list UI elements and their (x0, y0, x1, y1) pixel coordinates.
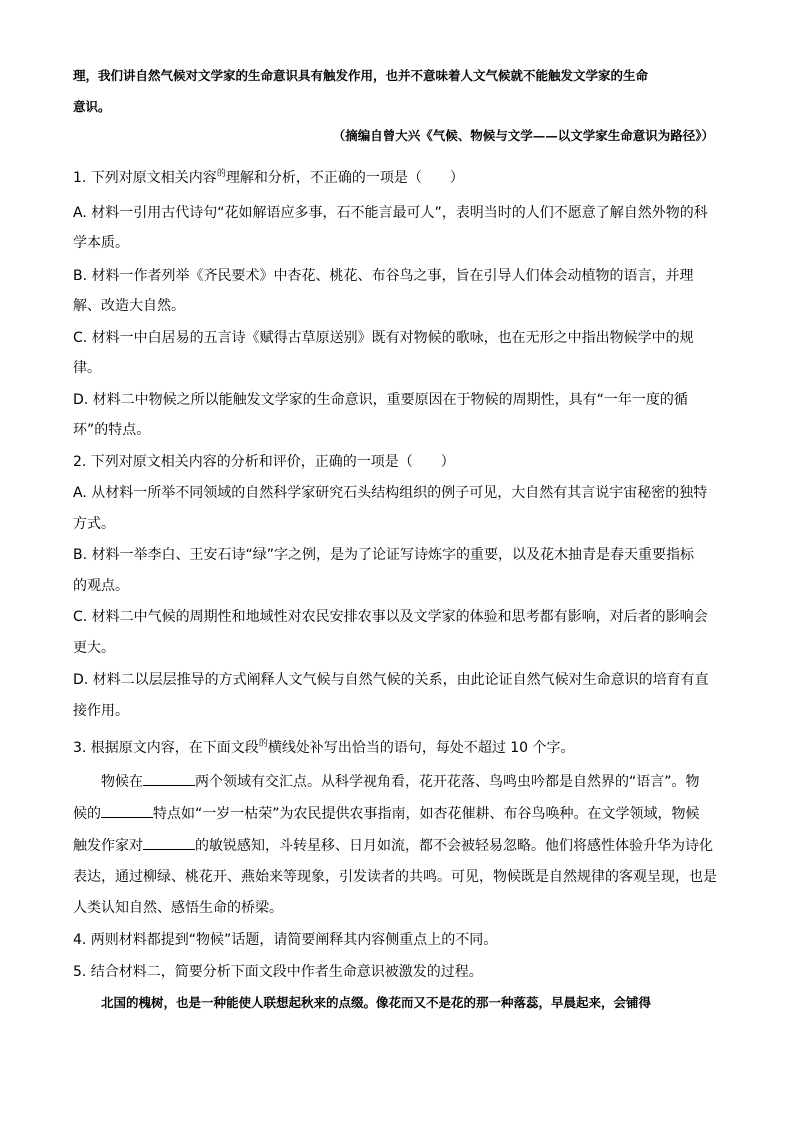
q1-option-d-cont: 环”的特点。 (73, 422, 151, 438)
q5-excerpt: 北国的槐树，也是一种能使人联想起秋来的点缀。像花而又不是花的那一种落蕊，早晨起来，会铺得 (101, 995, 652, 1010)
q1-option-a: A. 材料一引用古代诗句“花如解语应多事，石不能言最可人”，表明当时的人们不愿意了解自然外物的科 (73, 205, 708, 221)
q3-paragraph-line: 表达，通过柳绿、桃花开、燕始来等现象，引发读者的共鸣。可见，物候既是自然规律的客观呈现，也是 (73, 869, 717, 885)
fill-blank-1[interactable] (143, 771, 195, 786)
q2-option-d: D. 材料二以层层推导的方式阐释人文气候与自然气候的关系，由此论证自然气候对生命意识的培育有直 (73, 672, 709, 688)
q1-option-a-cont: 学本质。 (73, 235, 129, 251)
q2-option-c-cont: 更大。 (73, 640, 115, 656)
q2-option-d-cont: 接作用。 (73, 703, 129, 719)
q3-paragraph-line: 候的 特点如“一岁一枯荣”为农民提供农事指南，如杏花催耕、布谷鸟唤种。在文学领域，物候 (73, 803, 700, 824)
q2-option-c: C. 材料二中气候的周期性和地域性对农民安排农事以及文学家的体验和思考都有影响，对后者的影响会 (73, 609, 708, 625)
q1-option-c-cont: 律。 (73, 360, 101, 376)
passage-line: 意识。 (73, 99, 111, 114)
fill-blank-2[interactable] (101, 803, 153, 818)
passage-line: 理，我们讲自然气候对文学家的生命意识具有触发作用，也并不意味着人文气候就不能触发文学家的生命 (73, 68, 649, 83)
question-2-stem: 2. 下列对原文相关内容的分析和评价，正确的一项是（ ） (73, 454, 455, 470)
passage-source: （摘编自曾大兴《气候、物候与文学——以文学家生命意识为路径》） (332, 128, 714, 143)
q3-paragraph-line: 人类认知自然、感悟生命的桥梁。 (73, 900, 283, 916)
q1-option-b: B. 材料一作者列举《齐民要术》中杏花、桃花、布谷鸟之事，旨在引导人们体会动植物的语言，并理 (73, 268, 694, 284)
q1-option-b-cont: 解、改造大自然。 (73, 298, 185, 314)
fill-blank-3[interactable] (143, 835, 195, 850)
q2-option-a-cont: 方式。 (73, 516, 115, 532)
question-3-stem: 3. 根据原文内容，在下面文段$^的$横线处补写出恰当的语句，每处不超过 10 个字。 (73, 739, 575, 756)
question-1-stem: 1. 下列对原文相关内容$^的$理解和分析，不正确的一项是（ ） (73, 169, 464, 186)
q3-paragraph-line: 物候在 两个领域有交汇点。从科学视角看，花开花落、鸟鸣虫吟都是自然界的“语言”。物 (101, 771, 700, 792)
q3-paragraph-line: 触发作家对 的敏锐感知，斗转星移、日月如流，都不会被轻易忽略。他们将感性体验升华为诗化 (73, 835, 713, 856)
q1-option-d: D. 材料二中物候之所以能触发文学家的生命意识，重要原因在于物候的周期性，具有“一年一度的循 (73, 392, 688, 408)
q2-option-a: A. 从材料一所举不同领域的自然科学家研究石头结构组织的例子可见，大自然有其言说宇宙秘密的独特 (73, 485, 708, 501)
question-5-stem: 5. 结合材料二，简要分析下面文段中作者生命意识被激发的过程。 (73, 964, 483, 980)
q2-option-b-cont: 的观点。 (73, 578, 129, 594)
question-4-stem: 4. 两则材料都提到“物候”话题，请简要阐释其内容侧重点上的不同。 (73, 932, 498, 948)
q1-option-c: C. 材料一中白居易的五言诗《赋得古草原送别》既有对物候的歌咏，也在无形之中指出物候学中的规 (73, 330, 694, 346)
q2-option-b: B. 材料一举李白、王安石诗“绿”字之例，是为了论证写诗炼字的重要，以及花木抽青是春天重要指标 (73, 547, 695, 563)
